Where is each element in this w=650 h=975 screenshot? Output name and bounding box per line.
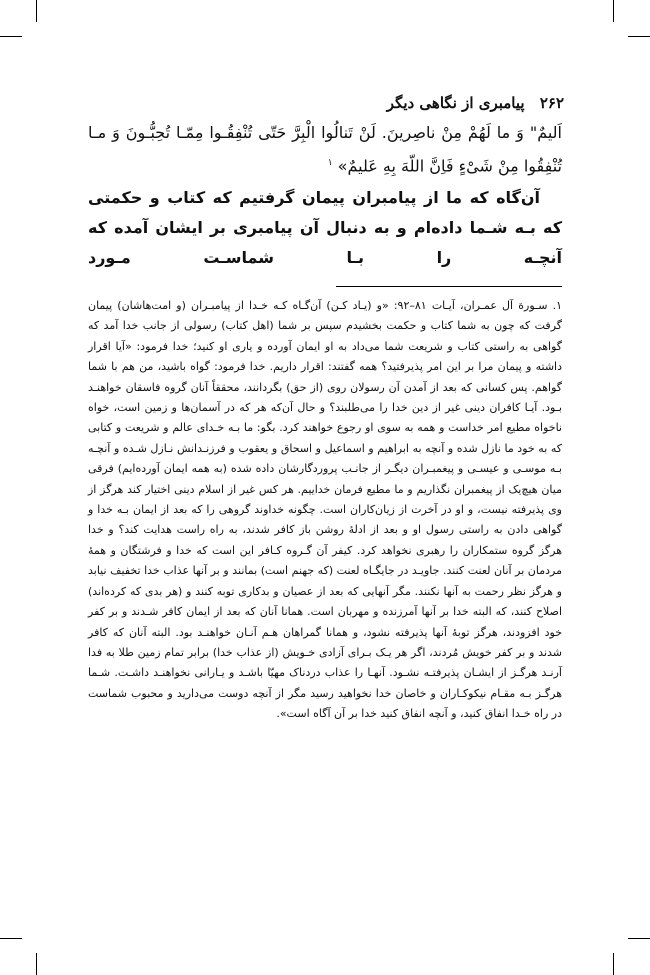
- footnote: ۱. سـورة آل عمـران، آیـات ۸۱–۹۲: «و (یـاد کـن) آن‌گـاه کـه خـدا از پیامبـران (و امت‌هاشان) پیمان گرفت که چون به شما کتاب و حکمت بخشیدم سپس بر شما (اهل کتاب) رسولی از جانب خدا آمد که گواهی به راستی کتاب و شریعت شما می‌داد به او ایمان آورده و یاری او کنید؛ خدا فرمود: «آیا اقرار داشته و پیمان مرا بر این امر پذیرفتید؟ همه گفتند: اقرار داریم. خدا فرمود: گواه باشید، من هم با شما گواهم. پس کسانی که بعد از آمدن آن رسولان روی (از حق) بگردانند، محققاً آنان گروه فاسقان خواهنـد بـود. آیـا کافران دینی غیر از دین خدا را می‌طلبند؟ و حال آن‌که هر که در آسمان‌ها و زمین است، خواه ناخواه مطیع امر خداست و همه به سوی او رجوع خواهند کرد. بگو: ما بـه خـدای عالم و شریعت و کتابی که به خود ما نازل شده و آنچه به ابراهیم و اسماعیل و اسحاق و یعقوب و فرزنـدانش نـازل شـده و آنچـه بـه موسـی و عیسـی و پیغمبـران دیگـر از جانـب پروردگارشان داده شده (به همه ایمان آورده‌ایم) فرقی میان هیچ‌یک از پیغمبران نگذاریم و ما مطیع فرمان خداییم. هر کس غیر از اسلام دینی اختیار کند هرگز از وی پذیرفته نیست، و او در آخرت از زیان‌کاران است. چگونه خداوند گروهی را که بعد از ایمان بـه خدا و گواهی دادن به راستی رسول او و بعد از ادلهٔ روشن باز کافر شدند، به راه راست هدایت کند؟ و خدا هرگز گروه ستمکاران را رهبری نخواهد کرد. کیفر آن گـروه کـافر این است که خدا و فرشتگان و همهٔ مردمان بر آنان لعنت کنند. جاویـد در جایگـاه لعنت (که جهنم است) بمانند و بر آنها عذاب خدا تخفیف نیابد و هرگز نظر رحمت به آنها نکنند. مگر آنهایی که بعد از عصیان و بدکاری توبه کنند و (هر بدی که کرده‌اند) اصلاح کنند، که البته خدا بر آنها آمرزنده و مهربان است. همانا آنان که بعد از ایمان کافر شـدند و بر کفر خود افزودند، هرگز توبهٔ آنها پذیرفته نشود، و همانا گمراهان هـم آنـان خواهنـد بود. البته آنان که کافر شدند و بر کفر خویش مُردند، اگر هر یـک بـرای آزادی خـویش (از عذاب خدا) برابر تمام زمین طلا به فدا آرنـد هرگـز از ایشـان پذیرفتـه نشـود. آنهـا را عذاب دردناک مهیّا باشـد و یـارانی نخواهنـد داشـت. شـما هرگـز بـه مقـام نیکوکـاران و خاصان خدا نخواهید رسید مگر از آنچه دوست می‌دارید و محبوب شماست در راه خـدا انفاق کنید، و آنچه انفاق کنید خدا بر آن آگاه است».: [88, 299, 563, 721]
- page-number: ۲۶۲: [539, 94, 564, 112]
- crop-mark: [36, 0, 37, 22]
- body-paragraph: آن‌گاه که ما از پیامبران پیمان گرفتیم که کتاب و حکمتی که بـه شـما داده‌ام و به دنبال آن پیامبری بر ایشان آمده که آنچـه را بـا شماسـت مـورد: [88, 188, 562, 268]
- crop-mark: [628, 938, 650, 939]
- running-title: پیامبری از نگاهی دیگر: [386, 94, 525, 112]
- crop-mark: [36, 953, 37, 975]
- footnote-reference: ۱: [327, 158, 333, 168]
- quran-verse: [88, 118, 562, 181]
- crop-mark: [613, 953, 614, 975]
- footnote-separator: [336, 286, 562, 287]
- crop-mark: [628, 36, 650, 37]
- main-text: [88, 118, 562, 273]
- crop-mark: [613, 0, 614, 22]
- running-head: [324, 94, 564, 112]
- crop-mark: [0, 36, 22, 37]
- crop-mark: [0, 938, 22, 939]
- verse-text: اَلیمٌ" وَ ما لَهُمْ مِنْ ناصِرینَ. لَنْ تَنالُوا الْبِرَّ حَتّی تُنْفِقُـوا مِمّـا تُحِبُّـونَ وَ مـا تُنْفِقُوا مِنْ شَیْءٍ فَاِنَّ اللّهَ بِهِ عَلیمٌ»: [88, 123, 562, 176]
